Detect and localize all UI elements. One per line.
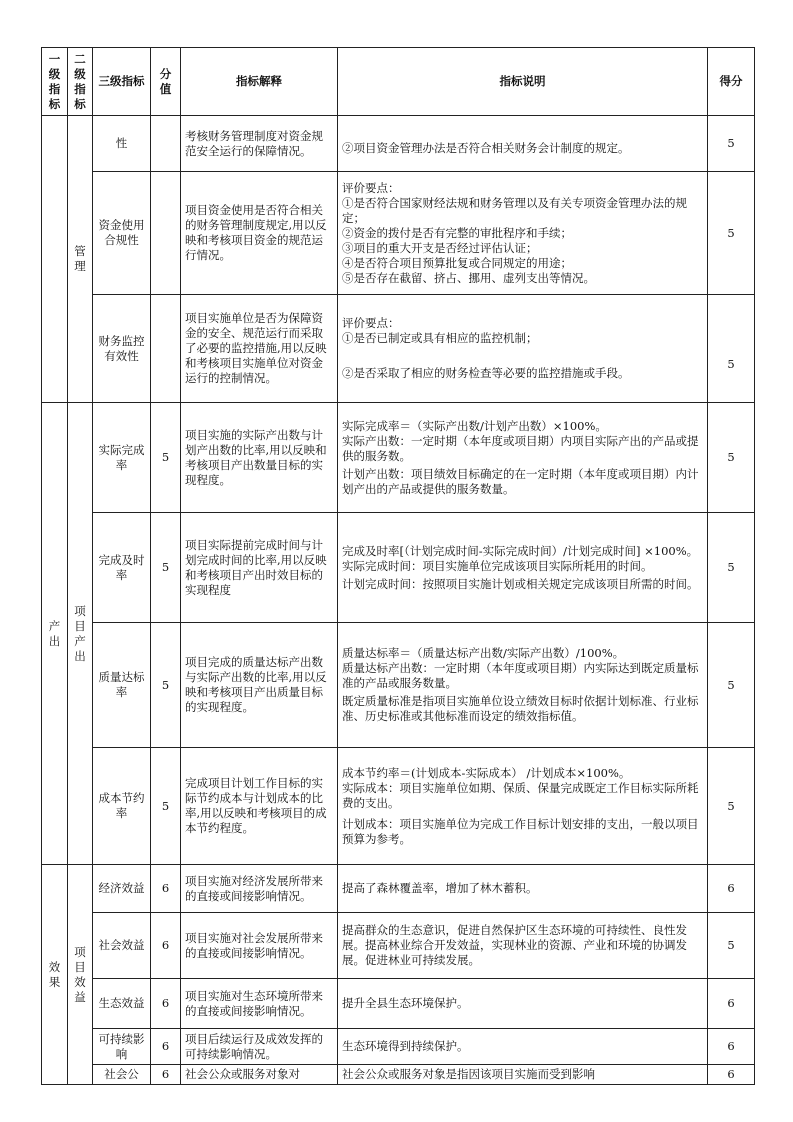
- header-weight: 分值: [151, 48, 181, 116]
- notes-cell: [338, 623, 708, 748]
- note-line: 实际成本：项目实施单位如期、保质、保量完成既定工作目标实际所耗费的支出。: [342, 780, 699, 810]
- explain-text: 完成项目计划工作目标的实际节约成本与计划成本的比率,用以反映和考核项目的成本节约程度。: [181, 748, 338, 865]
- level2-benefit: 项目效益: [68, 865, 93, 1085]
- table-row: [42, 1065, 755, 1085]
- notes-cell: [338, 865, 708, 913]
- score-value: 5: [708, 172, 755, 295]
- explain-text: 项目实际提前完成时间与计划完成时间的比率,用以反映和考核项目产出时效目标的实现程度: [181, 513, 338, 623]
- note-line: 既定质量标准是指项目实施单位设立绩效目标时依据计划标准、行业标准、历史标准或其他标准而设定的绩效指标值。: [342, 694, 699, 723]
- explain-text: 社会公众或服务对象对: [181, 1065, 338, 1085]
- table-row: [42, 748, 755, 865]
- score-value: 5: [708, 403, 755, 513]
- level1-effect: 效果: [42, 865, 68, 1085]
- note-line: ①是否符合国家财经法规和财务管理以及有关专项资金管理办法的规定；: [342, 195, 687, 225]
- table-row: [42, 172, 755, 295]
- explain-text: 项目实施单位是否为保障资金的安全、规范运行而采取了必要的监控措施,用以反映和考核项目实施单位对资金运行的控制情况。: [181, 295, 338, 403]
- level3-name: 成本节约率: [93, 748, 151, 865]
- notes-cell: [338, 403, 708, 513]
- header-level3: 三级指标: [93, 48, 151, 116]
- note-line: ②项目资金管理办法是否符合相关财务会计制度的规定。: [342, 141, 630, 155]
- header-level1: 一级指标: [42, 48, 68, 116]
- score-value: 5: [708, 116, 755, 172]
- weight-value: 5: [151, 623, 181, 748]
- note-line: ⑤是否存在截留、挤占、挪用、虚列支出等情况。: [342, 270, 595, 285]
- notes-cell: [338, 513, 708, 623]
- weight-value: [151, 172, 181, 295]
- notes-cell: [338, 979, 708, 1029]
- weight-value: 6: [151, 1065, 181, 1085]
- explain-text: 项目资金使用是否符合相关的财务管理制度规定,用以反映和考核项目资金的规范运行情况。: [181, 172, 338, 295]
- level3-name: 完成及时率: [93, 513, 151, 623]
- note-line: ③项目的重大开支是否经过评估认证；: [342, 240, 538, 255]
- level3-name: 可持续影响: [93, 1029, 151, 1065]
- explain-text: 项目实施对经济发展所带来的直接或间接影响情况。: [181, 865, 338, 913]
- explain-text: 项目实施的实际产出数与计划产出数的比率,用以反映和考核项目产出数量目标的实现程度。: [181, 403, 338, 513]
- weight-value: 5: [151, 748, 181, 865]
- notes-cell: [338, 913, 708, 979]
- score-value: 5: [708, 748, 755, 865]
- note-line: 社会公众或服务对象是指因该项目实施而受到影响: [342, 1067, 595, 1081]
- level3-name: 性: [93, 116, 151, 172]
- table-row: [42, 116, 755, 172]
- table-row: [42, 295, 755, 403]
- table-row: [42, 1029, 755, 1065]
- notes-cell: [338, 1065, 708, 1085]
- note-line: ②资金的拨付是否有完整的审批程序和手续；: [342, 225, 572, 240]
- note-line: ②是否采取了相应的财务检查等必要的监控措施或手段。: [342, 366, 630, 380]
- score-value: 6: [708, 1029, 755, 1065]
- weight-value: 6: [151, 865, 181, 913]
- header-level2: 二级指标: [68, 48, 93, 116]
- table-row: [42, 979, 755, 1029]
- note-line: 提高群众的生态意识，促进自然保护区生态环境的可持续性、良性发展。提高林业综合开发效益，实现林业的资源、产业和环境的协调发展。促进林业可持续发展。: [342, 923, 687, 967]
- note-line: 实际完成率＝（实际产出数/计划产出数）×100%。: [342, 418, 607, 433]
- note-line: 计划成本：项目实施单位为完成工作目标计划安排的支出，一般以项目预算为参考。: [342, 816, 699, 846]
- note-line: 质量达标产出数：一定时期（本年度或项目期）内实际达到既定质量标准的产品或服务数量。: [342, 661, 699, 690]
- note-line: 生态环境得到持续保护。: [342, 1039, 469, 1053]
- level3-name: 社会效益: [93, 913, 151, 979]
- explain-text: 项目实施对生态环境所带来的直接或间接影响情况。: [181, 979, 338, 1029]
- header-row: [42, 48, 755, 116]
- notes-cell: [338, 172, 708, 295]
- note-line: 实际完成时间：项目实施单位完成该项目实际所耗用的时间。: [342, 558, 653, 573]
- note-line: 计划完成时间：按照项目实施计划或相关规定完成该项目所需的时间。: [342, 576, 699, 591]
- header-score: 得分: [708, 48, 755, 116]
- table-row: [42, 865, 755, 913]
- level1-output: 产出: [42, 403, 68, 865]
- notes-cell: [338, 748, 708, 865]
- weight-value: 6: [151, 1029, 181, 1065]
- note-line: 提高了森林覆盖率，增加了林木蓄积。: [342, 881, 538, 895]
- level3-name: 质量达标率: [93, 623, 151, 748]
- note-line: ④是否符合项目预算批复或合同规定的用途；: [342, 255, 572, 270]
- note-line: 质量达标率＝（质量达标产出数/实际产出数）/100%。: [342, 646, 625, 660]
- score-value: 5: [708, 913, 755, 979]
- level1-blank: [42, 116, 68, 403]
- level2-output: 项目产出: [68, 403, 93, 865]
- note-line: 成本节约率＝(计划成本-实际成本） /计划成本×100%。: [342, 765, 631, 780]
- header-notes: 指标说明: [338, 48, 708, 116]
- level3-name: 经济效益: [93, 865, 151, 913]
- level2-mgmt: 管理: [68, 116, 93, 403]
- note-line: 计划产出数：项目绩效目标确定的在一定时期（本年度或项目期）内计划产出的产品或提供的服务数量。: [342, 466, 699, 496]
- explain-text: 项目后续运行及成效发挥的可持续影响情况。: [181, 1029, 338, 1065]
- weight-value: 6: [151, 979, 181, 1029]
- note-line: 实际产出数：一定时期（本年度或项目期）内项目实际产出的产品或提供的服务数。: [342, 433, 699, 463]
- weight-value: 5: [151, 403, 181, 513]
- level3-name: 财务监控有效性: [93, 295, 151, 403]
- explain-text: 考核财务管理制度对资金规范安全运行的保障情况。: [181, 116, 338, 172]
- table-row: [42, 623, 755, 748]
- score-value: 6: [708, 1065, 755, 1085]
- score-value: 5: [708, 623, 755, 748]
- level3-name: 资金使用合规性: [93, 172, 151, 295]
- note-line: ①是否已制定或具有相应的监控机制；: [342, 331, 538, 345]
- weight-value: 6: [151, 913, 181, 979]
- score-value: 6: [708, 865, 755, 913]
- score-value: 5: [708, 513, 755, 623]
- note-line: 评价要点：: [342, 316, 400, 330]
- table-row: [42, 403, 755, 513]
- weight-value: 5: [151, 513, 181, 623]
- note-line: 提升全县生态环境保护。: [342, 996, 469, 1010]
- notes-cell: [338, 295, 708, 403]
- table-row: [42, 913, 755, 979]
- header-explain: 指标解释: [181, 48, 338, 116]
- notes-cell: [338, 1029, 708, 1065]
- evaluation-table: [41, 47, 755, 1085]
- score-value: 5: [708, 295, 755, 403]
- explain-text: 项目实施对社会发展所带来的直接或间接影响情况。: [181, 913, 338, 979]
- level3-name: 实际完成率: [93, 403, 151, 513]
- level3-name: 社会公: [93, 1065, 151, 1085]
- notes-cell: [338, 116, 708, 172]
- weight-value: [151, 116, 181, 172]
- level3-name: 生态效益: [93, 979, 151, 1029]
- explain-text: 项目完成的质量达标产出数与实际产出数的比率,用以反映和考核项目产出质量目标的实现程度。: [181, 623, 338, 748]
- table-row: [42, 513, 755, 623]
- weight-value: [151, 295, 181, 403]
- note-line: 评价要点：: [342, 180, 400, 195]
- score-value: 6: [708, 979, 755, 1029]
- note-line: 完成及时率[（计划完成时间-实际完成时间）/计划完成时间] ×100%。: [342, 543, 699, 558]
